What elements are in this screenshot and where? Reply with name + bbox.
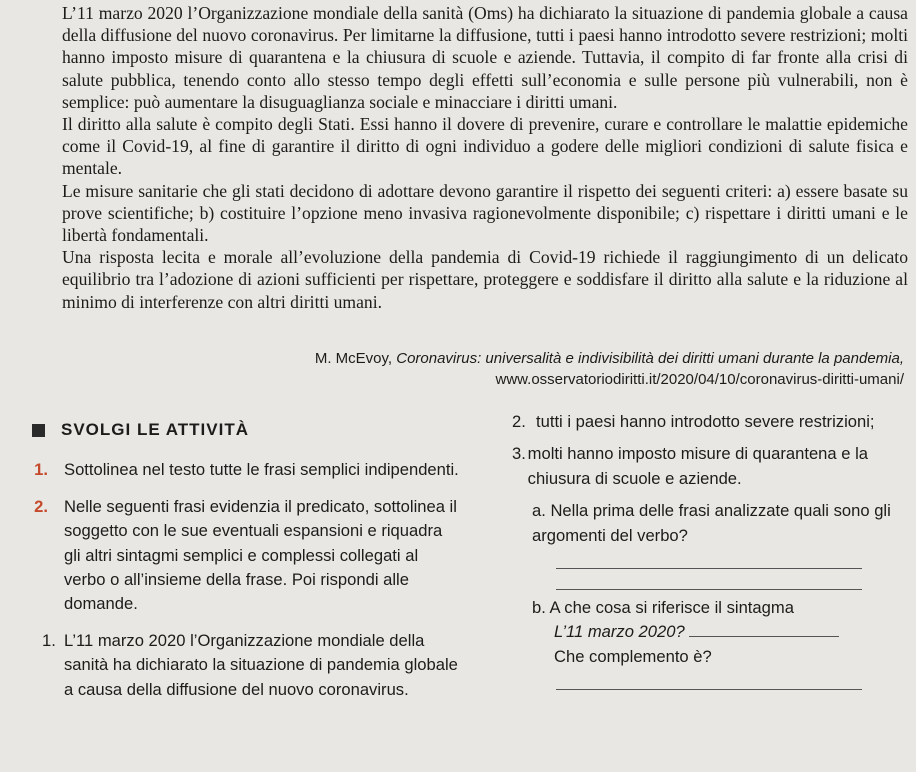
passage-paragraph-3: Le misure sanitarie che gli stati decidono di adottare devono garantire il rispetto dei seguenti criteri: a) essere basate su prove scientifiche; b) costituire l’opzione meno invasiva ragionevolmente disponibile; c) rispettare i diritti umani e le libertà fondamentali. <box>62 180 908 246</box>
task-2-number: 2. <box>34 496 48 516</box>
sentence-3 <box>512 442 892 491</box>
reading-passage <box>62 2 908 313</box>
question-b <box>532 596 892 669</box>
activities-heading <box>32 418 462 442</box>
question-b-text: b. A che cosa si riferisce il sintagma <box>532 598 794 618</box>
answer-line-b2[interactable] <box>556 669 862 690</box>
citation-title: Coronavirus: universalità e indivisibilità dei diritti umani durante la pandemia, <box>396 350 904 367</box>
answer-line-b1[interactable] <box>689 622 839 637</box>
activities-left-column <box>22 418 462 702</box>
question-b-second: Che complemento è? <box>554 646 712 666</box>
question-a-text: a. Nella prima delle frasi analizzate quali sono gli argomenti del verbo? <box>532 501 891 545</box>
citation-author: M. McEvoy, <box>314 350 393 367</box>
sentence-3-text: molti hanno imposto misure di quarantena e la chiusura di scuole e aziende. <box>527 444 869 488</box>
activities-right-column <box>512 410 892 690</box>
square-bullet-icon <box>32 424 45 437</box>
sentence-1-number: 1. <box>42 630 56 650</box>
sentence-1 <box>42 629 462 702</box>
passage-paragraph-2: Il diritto alla salute è compito degli Stati. Essi hanno il dovere di prevenire, curare e controllare le malattie epidemiche come il Covid-19, al fine di garantire il diritto di ogni individuo a godere delle migliori condizioni di salute fisica e mentale. <box>62 114 908 179</box>
activities-title: SVOLGI LE ATTIVITÀ <box>61 420 249 439</box>
source-citation <box>264 348 904 390</box>
answer-line-a2[interactable] <box>556 569 862 590</box>
sentence-2 <box>512 410 892 434</box>
citation-url: www.osservatoriodiritti.it/2020/04/10/coronavirus-diritti-umani/ <box>495 371 904 388</box>
task-1 <box>22 458 462 482</box>
answer-line-a1[interactable] <box>556 548 862 569</box>
sentence-1-text: L’11 marzo 2020 l’Organizzazione mondiale della sanità ha dichiarato la situazione di pandemia globale a causa della diffusione del nuovo coronavirus. <box>64 630 458 699</box>
sentence-3-number: 3. <box>512 444 526 464</box>
passage-paragraph-1: L’11 marzo 2020 l’Organizzazione mondiale della sanità (Oms) ha dichiarato la situazione di pandemia globale a causa della diffusione del nuovo coronavirus. Per limitarne la diffusione, tutti i paesi hanno introdotto severe restrizioni; molti hanno imposto misure di quarantena e la chiusura di scuole e aziende. Tuttavia, il compito di far fronte alla crisi di salute pubblica, tenendo conto allo stesso tempo degli effetti sull’economia e sulle persone più vulnerabili, non è semplice: può aumentare la disuguaglianza sociale e minacciare i diritti umani. <box>62 3 908 112</box>
sentence-2-text: tutti i paesi hanno introdotto severe restrizioni; <box>536 412 875 431</box>
task-2-text: Nelle seguenti frasi evidenzia il predicato, sottolinea il soggetto con le sue eventuali espansioni e riquadra gli altri sintagmi semplici e complessi collegati al verbo o all’insieme della frase. Poi rispondi alle domande. <box>64 496 457 614</box>
task-1-text: Sottolinea nel testo tutte le frasi semplici indipendenti. <box>64 460 459 480</box>
question-b-phrase: L’11 marzo 2020? <box>554 622 685 642</box>
sentence-2-number: 2. <box>512 412 526 431</box>
passage-paragraph-4: Una risposta lecita e morale all’evoluzione della pandemia di Covid-19 richiede il raggiungimento di un delicato equilibrio tra l’adozione di azioni sufficienti per rispettare, proteggere e soddisfare il diritto alla salute e la riduzione al minimo di interferenze con altri diritti umani. <box>62 247 908 312</box>
task-1-number: 1. <box>34 460 48 480</box>
question-a <box>532 499 892 548</box>
task-2 <box>22 495 462 617</box>
